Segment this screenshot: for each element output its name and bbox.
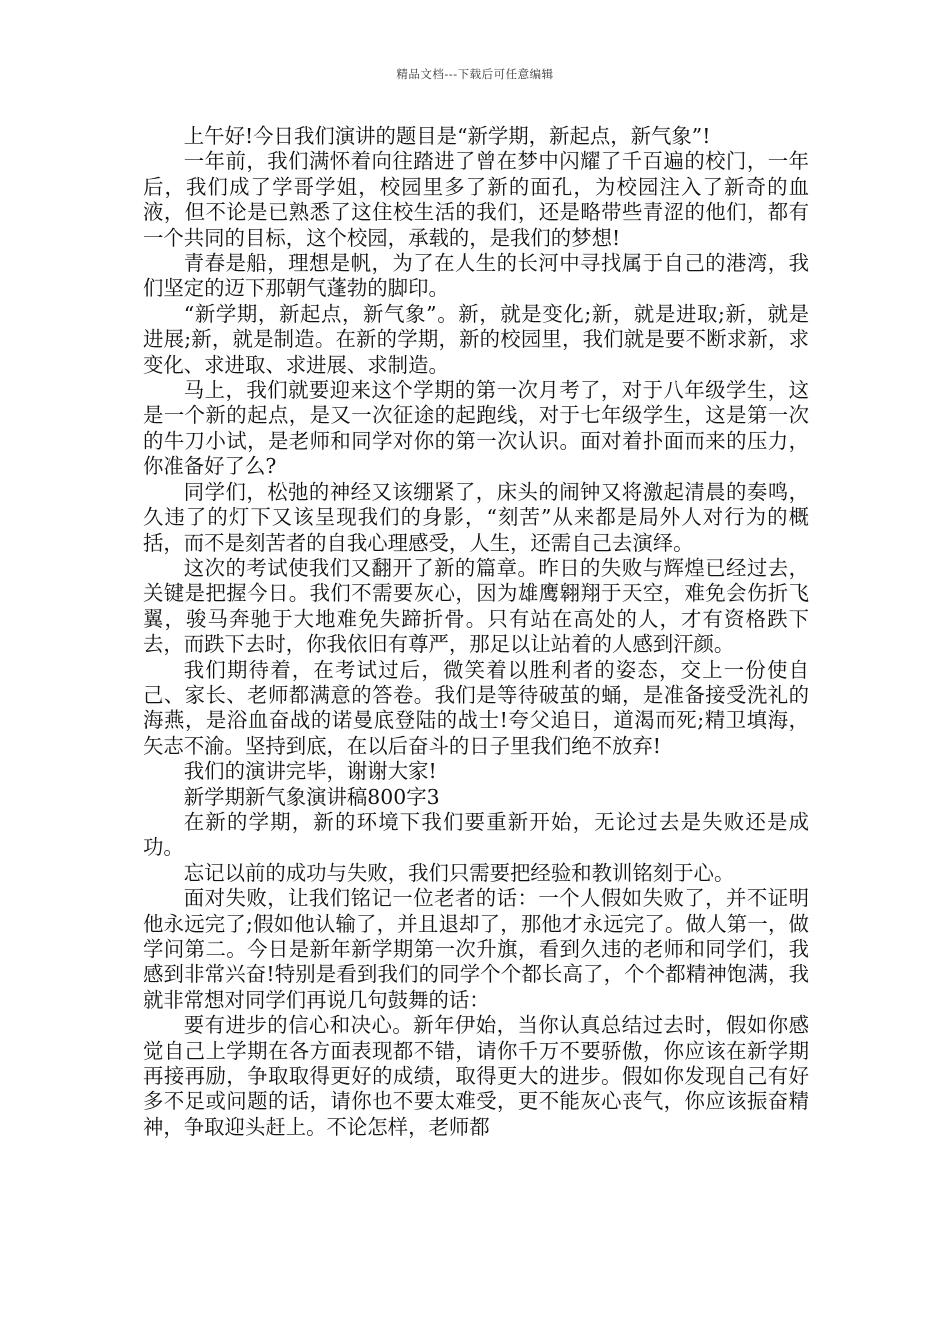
paragraph: 同学们，松弛的神经又该绷紧了，床头的闹钟又将激起清晨的奏鸣，久违了的灯下又该呈现我们的身影，“刻苦”从来都是局外人对行为的概括，而不是刻苦者的自我心理感受，人生，还需自己去演绎。	[143, 479, 809, 555]
paragraph-closing: 我们的演讲完毕，谢谢大家!	[183, 759, 437, 784]
paragraph: 我们期待着，在考试过后，微笑着以胜利者的姿态，交上一份使自己、家长、老师都满意的答卷。我们是等待破茧的蛹，是准备接受洗礼的海燕，是浴血奋战的诺曼底登陆的战士!夸父追日，道渴而死;精卫填海，矢志不渝。坚持到底，在以后奋斗的日子里我们绝不放弃!	[143, 657, 809, 758]
paragraph: 青春是船，理想是帆，为了在人生的长河中寻找属于自己的港湾，我们坚定的迈下那朝气蓬勃的脚印。	[143, 251, 809, 301]
paragraph: “新学期，新起点，新气象”。新，就是变化;新，就是进取;新，就是进展;新，就是制造。在新的学期，新的校园里，我们就是要不断求新，求变化、求进取、求进展、求制造。	[143, 301, 809, 377]
paragraph: 面对失败，让我们铭记一位老者的话：一个人假如失败了，并不证明他永远完了;假如他认输了，并且退却了，那他才永远完了。做人第一，做学问第二。今日是新年新学期第一次升旗，看到久违的老师和同学们，我感到非常兴奋!特别是看到我们的同学个个都长高了，个个都精神饱满，我就非常想对同学们再说几句鼓舞的话：	[143, 886, 809, 1012]
paragraph: 马上，我们就要迎来这个学期的第一次月考了，对于八年级学生，这是一个新的起点，是又一次征途的起跑线，对于七年级学生，这是第一次的牛刀小试，是老师和同学对你的第一次认识。面对着扑面而来的压力，你准备好了么?	[143, 378, 809, 479]
section-title: 新学期新气象演讲稿800字3	[183, 784, 440, 809]
paragraph: 这次的考试使我们又翻开了新的篇章。昨日的失败与辉煌已经过去，关键是把握今日。我们不需要灰心，因为雄鹰翱翔于天空，难免会伤折飞翼，骏马奔驰于大地难免失蹄折骨。只有站在高处的人，才有资格跌下去，而跌下去时，你我依旧有尊严，那足以让站着的人感到汗颜。	[143, 555, 809, 657]
paragraph: 一年前，我们满怀着向往踏进了曾在梦中闪耀了千百遍的校门，一年后，我们成了学哥学姐，校园里多了新的面孔，为校园注入了新奇的血液，但不论是已熟悉了这住校生活的我们，还是略带些青涩的他们，都有一个共同的目标，这个校园，承载的，是我们的梦想!	[143, 149, 809, 250]
document-body	[143, 124, 809, 1140]
paragraph: 在新的学期，新的环境下我们要重新开始，无论过去是失败还是成功。	[143, 809, 809, 860]
paragraph: 忘记以前的成功与失败，我们只需要把经验和教训铭刻于心。	[183, 860, 735, 885]
paragraph: 要有进步的信心和决心。新年伊始，当你认真总结过去时，假如你感觉自己上学期在各方面表现都不错，请你千万不要骄傲，你应该在新学期再接再励，争取取得更好的成绩，取得更大的进步。假如你发现自己有好多不足或问题的话，请你也不要太难受，更不能灰心丧气，你应该振奋精神，争取迎头赶上。不论怎样，老师都	[143, 1013, 809, 1139]
paragraph-greeting: 上午好!今日我们演讲的题目是“新学期，新起点，新气象”!	[183, 124, 711, 148]
page-header: 精品文档---下载后可任意编辑	[396, 67, 554, 81]
